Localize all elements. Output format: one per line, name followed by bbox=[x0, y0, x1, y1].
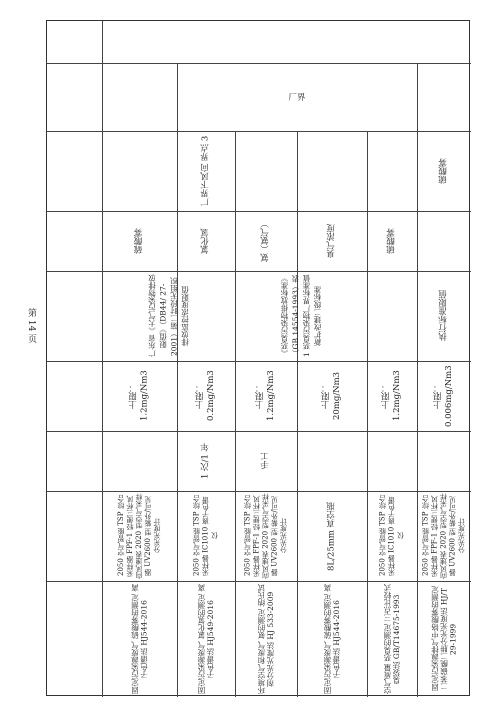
item-sulfuric-mist-b: 硫酸雾 bbox=[386, 228, 397, 254]
limit-6: 上限：1.2mg/Nm3 bbox=[128, 370, 150, 422]
item-odor: 臭气浓度 bbox=[326, 224, 337, 258]
instrument-3: 8L/25mm 真空瓶 bbox=[326, 501, 337, 571]
standard-air: 广东省《大气污染物排放限值》（DB44/ 27-2001）第二时段无组织排放监控浓度限值 bbox=[147, 274, 190, 358]
row-divider bbox=[47, 63, 471, 64]
item-hcl: 氯化氢 bbox=[200, 228, 211, 254]
factory-boundary-label: 厂界 bbox=[288, 92, 306, 103]
instrument-1: 2050 空气智能 TSP 综合采样器 FPF-1 轻便三杯风向风速表 2020 型空气采样器 UV2600 型 紫外/可见分光光度计 bbox=[421, 493, 466, 579]
analysis-method-5: 固定污染源废气 氯化氢的测定 离子色谱法 HJ549-2016 bbox=[197, 584, 215, 694]
limit-5: 上限：0.2mg/Nm3 bbox=[195, 370, 216, 422]
page-number: 第 14 页 bbox=[26, 308, 36, 344]
analysis-method-1: 固定污染源排气中铬酸雾的测定 二苯碳酰二肼分光光度法 HJ/T 29-1999 bbox=[430, 586, 458, 692]
standard-odor: 《恶臭污染物排放标准》（GB 14554-1993）表 1 恶臭污染物厂界标准值新扩改建二级标准 bbox=[280, 274, 322, 358]
method-manual: 手工 bbox=[260, 452, 271, 470]
standard-limit-label: 执行标准限值 bbox=[438, 290, 449, 342]
instrument-6: 2050 空气智能 TSP 综合采样器 FPF-1 轻便三杯风向风速表 2020 型空气采样器 UV2600 型 紫外/可见分光光度计 bbox=[117, 493, 161, 579]
limit-1: 上限：0.006mg/Nm3 bbox=[433, 365, 454, 427]
downwind-point-label: 厂界下风向 界点 3 bbox=[200, 135, 211, 207]
limit-2: 上限：1.2mg/Nm3 bbox=[381, 370, 402, 422]
analysis-method-7: 固定污染源废气 硫酸雾的测定 离子色谱法 HJ544-2016 bbox=[130, 584, 149, 694]
item-ammonia: 氨（氨气） bbox=[260, 219, 271, 263]
item-sulfuric-mist-c: 硫酸雾 bbox=[134, 228, 144, 254]
row-divider bbox=[47, 131, 471, 132]
instrument-5: 2050 空气智能 TSP 综合采样器 IC1010 离子色谱仪 bbox=[192, 495, 219, 577]
limit-3: 上限：20mg/Nm3 bbox=[321, 371, 342, 421]
item-sulfuric-mist-a: 硫酸雾 bbox=[438, 158, 449, 184]
analysis-method-4: 环境空气和废气 氨的测定 纳氏试剂分光光度法 HJ 533-2009 bbox=[257, 584, 275, 694]
instrument-4: 2050 空气智能 TSP 综合采样器 FPF-1 轻便三杯风向风速表 2020 型空气采样器 UV2600 型 紫外/可见分光光度计 bbox=[243, 493, 288, 579]
limit-4: 上限：1.2mg/Nm3 bbox=[255, 370, 276, 422]
analysis-method-2: 空气质量 恶臭的测定 三点比较式臭袋法 GB/T14675-1993 bbox=[383, 584, 401, 694]
instrument-2: 2050 空气智能 TSP 综合采样器 IC1010 离子色谱仪 bbox=[378, 495, 405, 577]
frequency: 1 次/1 年 bbox=[200, 442, 211, 480]
monitoring-table bbox=[46, 20, 470, 696]
analysis-method-3: 固定污染源废气 硫酸雾的测定 离子色谱法 HJ544-2016 bbox=[323, 584, 341, 694]
